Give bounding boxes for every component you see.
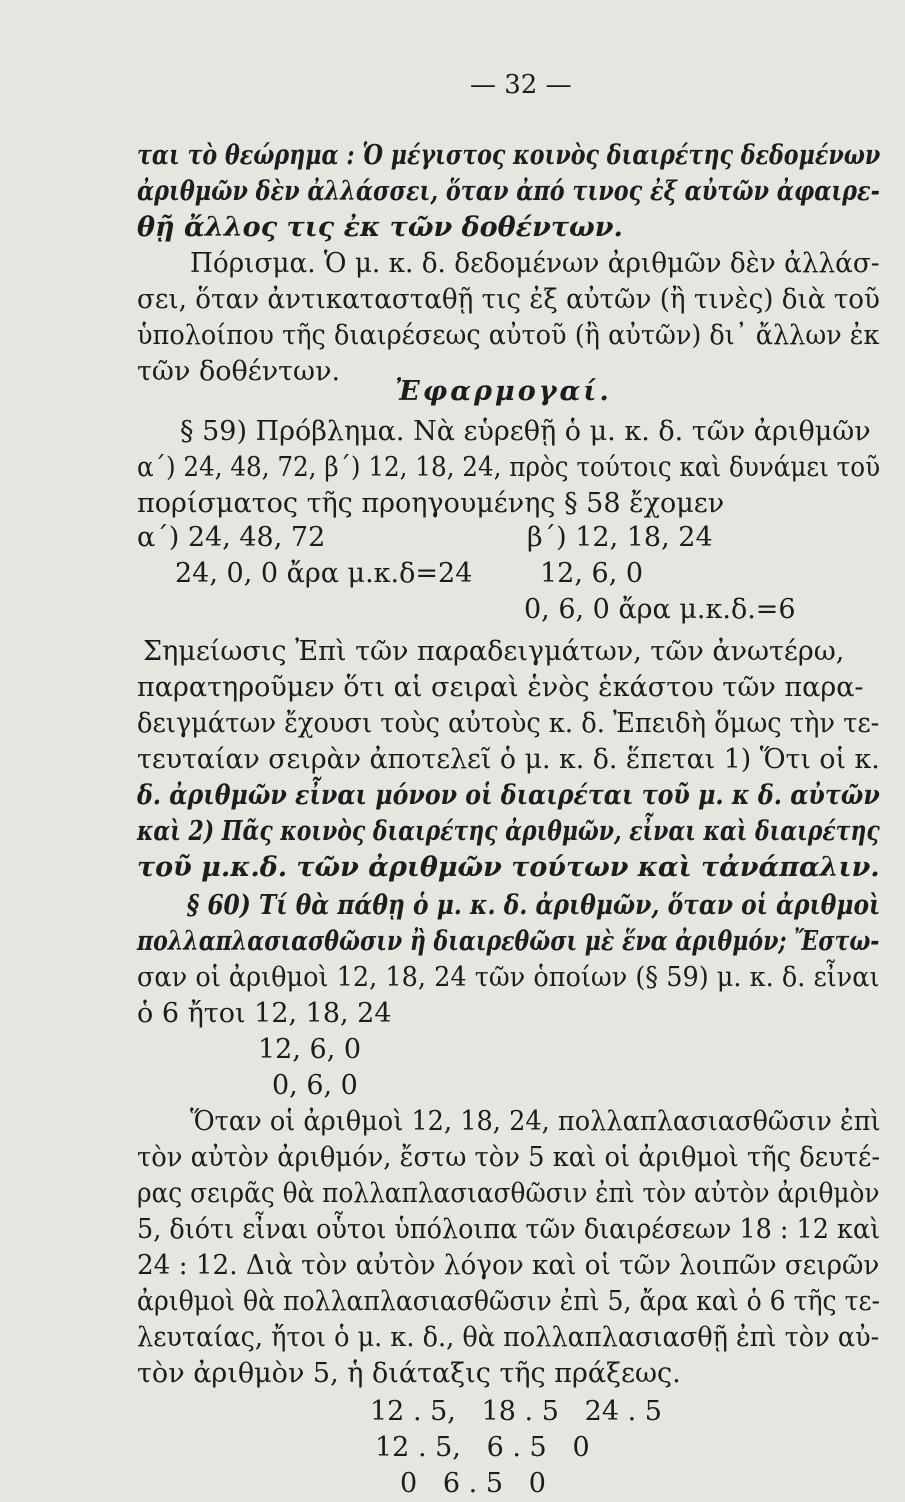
text-line: τὸν ἀριθμὸν 5, ἡ διάταξις τῆς πράξεως. — [137, 1358, 681, 1389]
text-line: καὶ 2) Πᾶς κοινὸς διαιρέτης ἀριθμῶν, εἶναι καὶ διαιρέτης — [137, 816, 880, 847]
text-line: 0, 6, 0 ἄρα μ.κ.δ.=6 — [524, 594, 796, 625]
text-line: τευταίαν σειρὰν ἀποτελεῖ ὁ μ. κ. δ. ἕπεται 1) Ὅτι οἱ κ. — [137, 744, 880, 775]
text-line: πορίσματος τῆς προηγουμένης § 58 ἔχομεν — [137, 488, 725, 519]
text-line: ρας σειρᾶς θὰ πολλαπλασιασθῶσιν ἐπὶ τὸν αὐτὸν ἀριθμὸν — [137, 1178, 880, 1209]
text-line: σει, ὅταν ἀντικατασταθῇ τις ἐξ αὐτῶν (ἢ τινὲς) διὰ τοῦ — [137, 284, 880, 315]
text-line: ὁ 6 ἤτοι 12, 18, 24 — [137, 998, 392, 1029]
text-line: ἀριθμῶν δὲν ἀλλάσσει, ὅταν ἀπό τινος ἐξ αὐτῶν ἀφαιρε- — [137, 176, 880, 207]
text-line: πολλαπλασιασθῶσιν ἢ διαιρεθῶσι μὲ ἕνα ἀριθμόν; Ἔστω- — [137, 926, 880, 957]
text-line: Πόρισμα. Ὁ μ. κ. δ. δεδομένων ἀριθμῶν δὲν ἀλλάσ- — [190, 248, 880, 279]
text-line: § 60) Τί θὰ πάθῃ ὁ μ. κ. δ. ἀριθμῶν, ὅταν οἱ ἀριθμοὶ — [187, 890, 881, 921]
text-line: 12, 6, 0 — [540, 558, 644, 589]
text-line: α΄) 24, 48, 72, β΄) 12, 18, 24, πρὸς τούτοις καὶ δυνάμει τοῦ — [137, 452, 881, 483]
text-line: λευταίας, ἤτοι ὁ μ. κ. δ., θὰ πολλαπλασιασθῇ ἐπὶ τὸν αὐ- — [137, 1322, 880, 1353]
text-line: 12 . 5, 18 . 5 24 . 5 — [370, 1396, 662, 1427]
section-heading: Ἐφαρμογαί. — [395, 376, 612, 407]
text-line: 5, διότι εἶναι οὗτοι ὑπόλοιπα τῶν διαιρέσεων 18 : 12 καὶ — [137, 1214, 881, 1245]
text-line: β΄) 12, 18, 24 — [527, 522, 713, 553]
text-line: 24 : 12. Διὰ τὸν αὐτὸν λόγον καὶ οἱ τῶν λοιπῶν σειρῶν — [137, 1250, 880, 1281]
text-line: 0, 6, 0 — [272, 1070, 358, 1101]
text-line: ἀριθμοὶ θὰ πολλαπλασιασθῶσιν ἐπὶ 5, ἄρα καὶ ὁ 6 τῆς τε- — [137, 1286, 880, 1317]
text-line: δ. ἀριθμῶν εἶναι μόνον οἱ διαιρέται τοῦ μ. κ δ. αὐτῶν — [137, 780, 880, 811]
text-line: ται τὸ θεώρημα : Ὁ μέγιστος κοινὸς διαιρέτης δεδομένων — [137, 140, 881, 171]
text-line: α΄) 24, 48, 72 — [137, 522, 326, 553]
text-line: 12, 6, 0 — [258, 1034, 362, 1065]
text-line: τὸν αὐτὸν ἀριθμόν, ἔστω τὸν 5 καὶ οἱ ἀριθμοὶ τῆς δευτέ- — [137, 1142, 881, 1173]
text-line: παρατηροῦμεν ὅτι αἱ σειραὶ ἑνὸς ἑκάστου τῶν παρα- — [137, 672, 864, 703]
text-line: τῶν δοθέντων. — [137, 356, 341, 387]
text-line: τοῦ μ.κ.δ. τῶν ἀριθμῶν τούτων καὶ τἀνάπαλιν. — [137, 852, 880, 883]
text-line: θῇ ἄλλος τις ἐκ τῶν δοθέντων. — [137, 212, 623, 243]
text-line: ὑπολοίπου τῆς διαιρέσεως αὐτοῦ (ἢ αὐτῶν) δι᾽ ἄλλων ἐκ — [137, 320, 880, 351]
text-line: 12 . 5, 6 . 5 0 — [375, 1432, 590, 1463]
text-line: § 59) Πρόβλημα. Νὰ εὑρεθῇ ὁ μ. κ. δ. τῶν ἀριθμῶν — [180, 416, 871, 447]
text-line: 0 6 . 5 0 — [400, 1468, 546, 1499]
text-line: δειγμάτων ἔχουσι τοὺς αὐτοὺς κ. δ. Ἐπειδὴ ὅμως τὴν τε- — [137, 708, 880, 739]
text-line: σαν οἱ ἀριθμοὶ 12, 18, 24 τῶν ὁποίων (§ 59) μ. κ. δ. εἶναι — [137, 962, 880, 993]
text-line: Ὅταν οἱ ἀριθμοὶ 12, 18, 24, πολλαπλασιασθῶσιν ἐπὶ — [190, 1106, 881, 1137]
text-line: 24, 0, 0 ἄρα μ.κ.δ=24 — [175, 558, 473, 589]
text-line: Σημείωσις Ἐπὶ τῶν παραδειγμάτων, τῶν ἀνωτέρω, — [143, 636, 845, 667]
page-number: — 32 — — [470, 70, 572, 100]
